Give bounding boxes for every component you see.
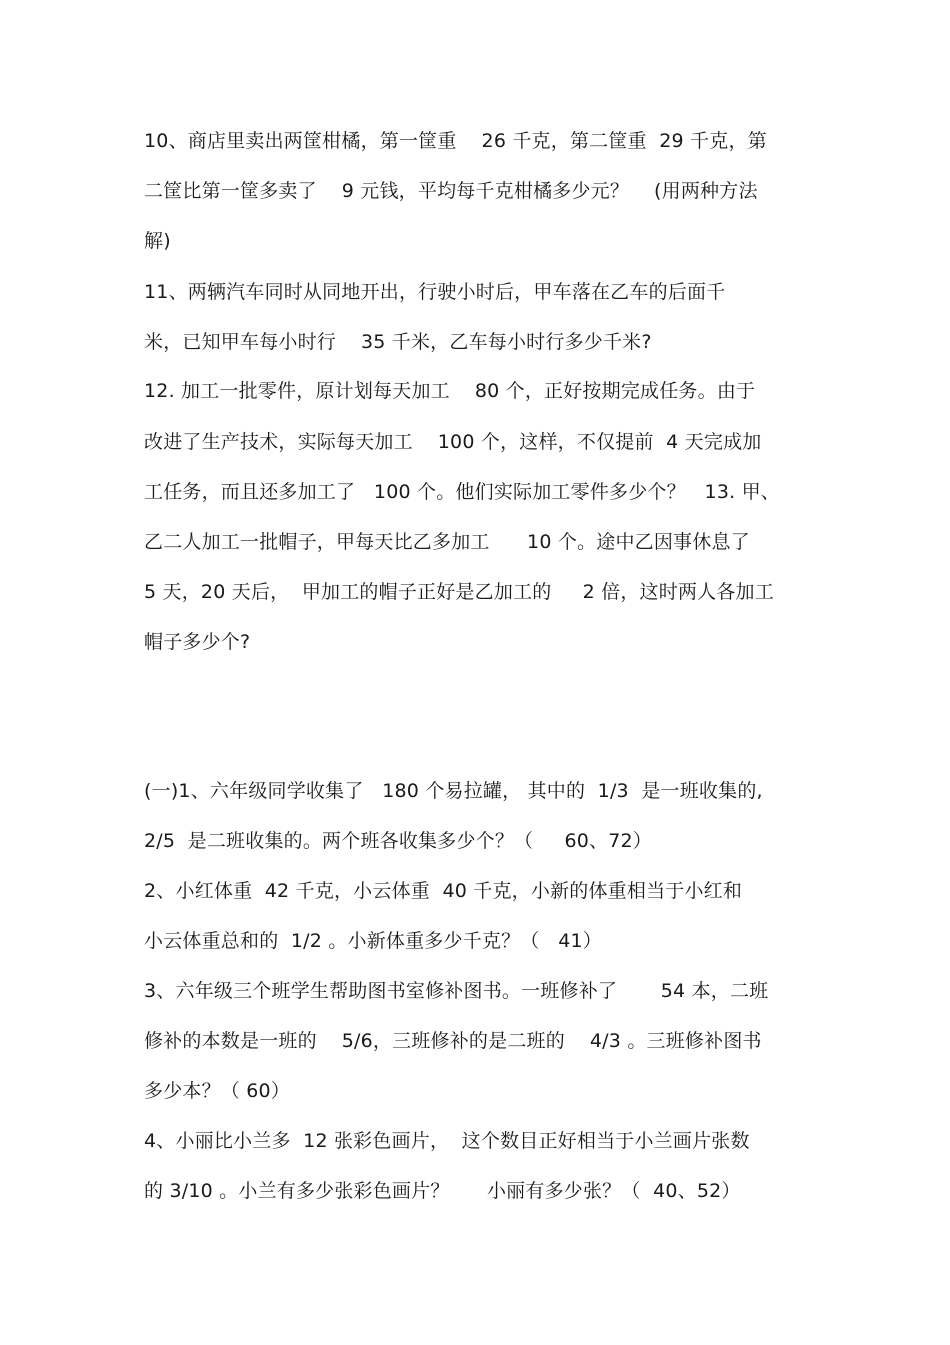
section-1-problem-3-line-3: 多少本？（ 60） xyxy=(144,1080,291,1102)
section-1-problem-4-line-1: 4、小丽比小兰多 12 张彩色画片， 这个数目正好相当于小兰画片张数 xyxy=(144,1130,750,1152)
section-1-problem-4-line-2: 的 3/10 。小兰有多少张彩色画片？ 小丽有多少张？（ 40、52） xyxy=(144,1180,741,1202)
problem-12-line-1: 12. 加工一批零件，原计划每天加工 80 个，正好按期完成任务。由于 xyxy=(144,380,756,402)
problem-12-line-2: 改进了生产技术，实际每天加工 100 个，这样，不仅提前 4 天完成加 xyxy=(144,431,762,453)
problem-11-line-1: 11、两辆汽车同时从同地开出，行驶小时后，甲车落在乙车的后面千 xyxy=(144,281,726,303)
problem-10-line-1: 10、商店里卖出两筐柑橘，第一筐重 26 千克，第二筐重 29 千克，第 xyxy=(144,130,767,152)
problem-13-line-1: 乙二人加工一批帽子，甲每天比乙多加工 10 个。途中乙因事休息了 xyxy=(144,531,750,553)
section-1-problem-1-line-1: (一)1、六年级同学收集了 180 个易拉罐， 其中的 1/3 是一班收集的, xyxy=(144,780,763,802)
problem-12-line-3: 工任务，而且还多加工了 100 个。他们实际加工零件多少个？ 13. 甲、 xyxy=(144,481,780,503)
problem-10-line-3: 解) xyxy=(144,230,171,252)
problem-11-line-2: 米，已知甲车每小时行 35 千米，乙车每小时行多少千米? xyxy=(144,331,652,353)
section-1-problem-2-line-1: 2、小红体重 42 千克，小云体重 40 千克，小新的体重相当于小红和 xyxy=(144,880,743,902)
section-1-problem-2-line-2: 小云体重总和的 1/2 。小新体重多少千克？（ 41） xyxy=(144,930,602,952)
problem-13-line-2: 5 天，20 天后， 甲加工的帽子正好是乙加工的 2 倍，这时两人各加工 xyxy=(144,581,774,603)
section-1-problem-3-line-1: 3、六年级三个班学生帮助图书室修补图书。一班修补了 54 本，二班 xyxy=(144,980,769,1002)
section-1-problem-1-line-2: 2/5 是二班收集的。两个班各收集多少个？（ 60、72） xyxy=(144,830,653,852)
problem-13-line-3: 帽子多少个? xyxy=(144,631,251,653)
section-1-problem-3-line-2: 修补的本数是一班的 5/6，三班修补的是二班的 4/3 。三班修补图书 xyxy=(144,1030,762,1052)
problem-10-line-2: 二筐比第一筐多卖了 9 元钱，平均每千克柑橘多少元？ (用两种方法 xyxy=(144,180,758,202)
